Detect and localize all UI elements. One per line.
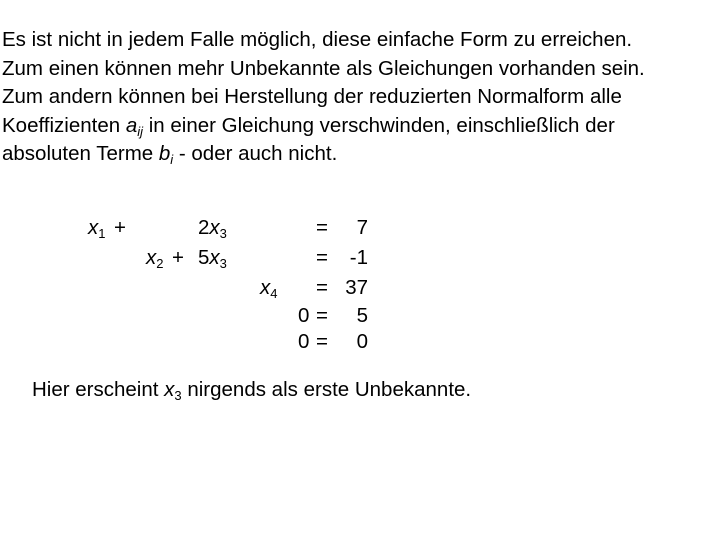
row3-rhs: 37 xyxy=(345,276,368,299)
footer-sentence xyxy=(32,376,471,404)
row5-lhs: 0 xyxy=(298,330,310,353)
row4-rhs: 5 xyxy=(356,304,368,327)
row2-equals: = xyxy=(316,246,328,269)
intro-line-5-text: absoluten Terme xyxy=(2,142,159,165)
coefficient-subscript: ij xyxy=(137,123,144,139)
intro-line-4-rest: in einer Gleichung verschwinden, einschließlich der xyxy=(143,113,615,137)
row5-equals: = xyxy=(316,330,328,353)
term-subscript: i xyxy=(170,152,174,167)
intro-line-3: Zum andern können bei Herstellung der reduzierten Normalform alle xyxy=(2,85,622,108)
term-variable: b xyxy=(158,142,171,165)
row2-plus: + xyxy=(172,246,184,269)
row1-plus: + xyxy=(114,216,126,239)
row1-rhs: 7 xyxy=(356,216,368,239)
row4-equals: = xyxy=(316,304,328,327)
intro-line-5-rest: - oder auch nicht. xyxy=(173,142,338,165)
row1-x3-term: $2x_3$ xyxy=(198,216,227,241)
coefficient-variable: a xyxy=(125,113,138,137)
footer-text: Hier erscheint xyxy=(32,378,165,401)
row5-rhs: 0 xyxy=(356,330,368,353)
intro-line-4-text: Koeffizienten xyxy=(2,113,126,137)
intro-line-1: Es ist nicht in jedem Falle möglich, diese einfache Form zu erreichen. xyxy=(2,28,633,51)
row2-x2: $x_2$ xyxy=(146,246,164,271)
footer-subscript: 3 xyxy=(174,388,182,403)
intro-line-2: Zum einen können mehr Unbekannte als Gleichungen vorhanden sein. xyxy=(2,56,645,80)
row2-x3-term: $5x_3$ xyxy=(198,246,227,271)
row2-rhs: -1 xyxy=(349,246,368,269)
row3-x4: $x_4$ xyxy=(260,276,278,301)
row1-equals: = xyxy=(316,216,328,239)
row4-lhs: 0 xyxy=(298,304,310,327)
row3-equals: = xyxy=(316,276,328,299)
row1-x1: $x_1$ xyxy=(88,216,106,241)
footer-variable: x xyxy=(164,378,175,401)
footer-rest: nirgends als erste Unbekannte. xyxy=(181,378,472,401)
